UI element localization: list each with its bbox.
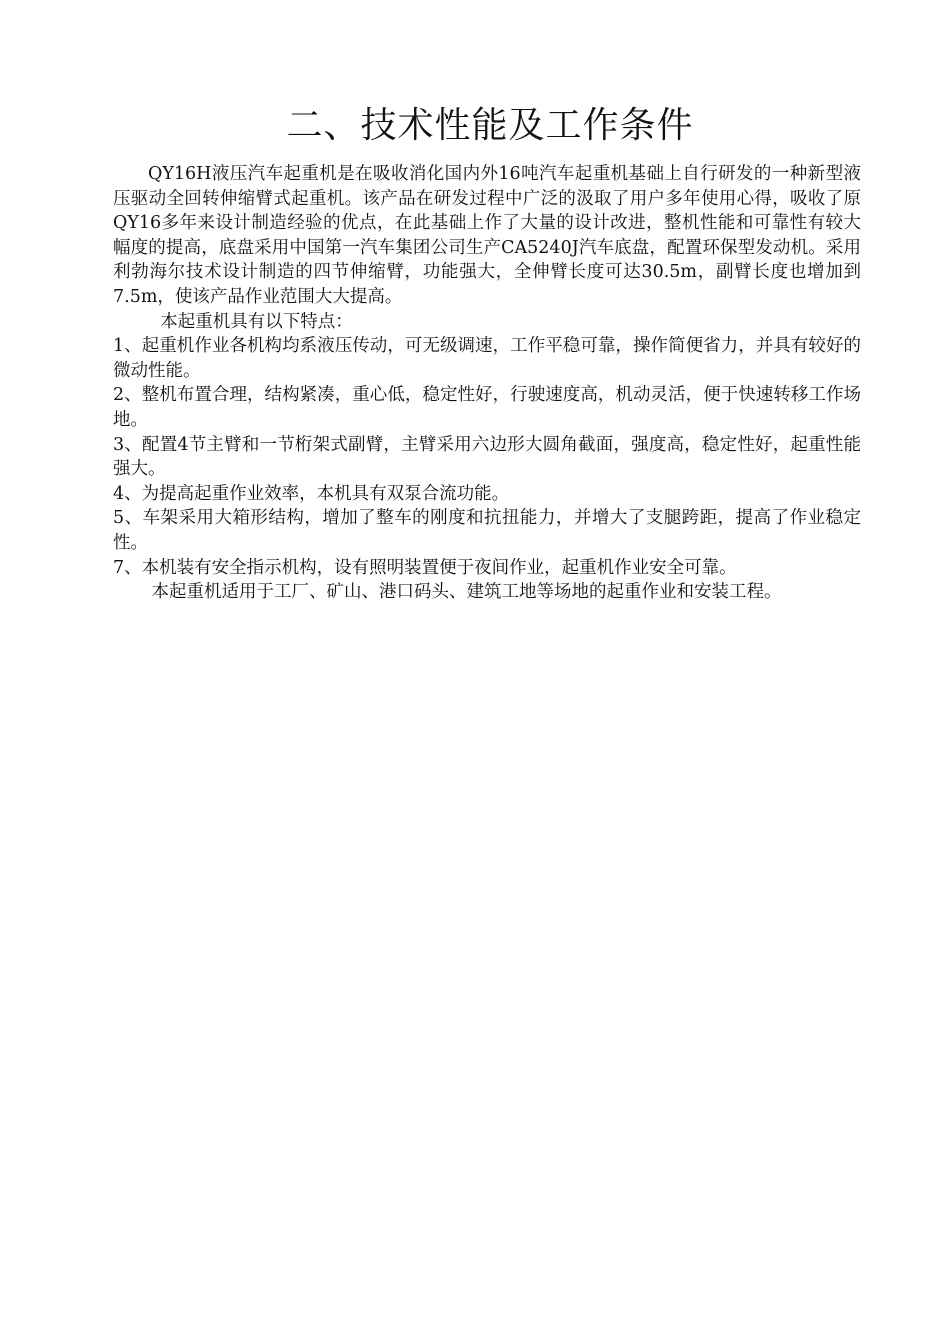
feature-item-1: 1、起重机作业各机构均系液压传动，可无级调速，工作平稳可靠，操作简便省力，并具有较好的微动性能。 <box>113 336 861 381</box>
page-title: 二、技术性能及工作条件 <box>286 105 694 146</box>
document-body <box>113 162 861 605</box>
feature-item-5: 5、车架采用大箱形结构，增加了整车的刚度和抗扭能力，并增大了支腿跨距，提高了作业稳定性。 <box>113 508 861 553</box>
feature-item-4: 4、为提高起重作业效率，本机具有双泵合流功能。 <box>113 483 510 504</box>
feature-item-3: 3、配置4节主臂和一节桁架式副臂，主臂采用六边形大圆角截面，强度高，稳定性好，起重性能强大。 <box>113 434 861 480</box>
feature-item-2: 2、整机布置合理，结构紧凑，重心低，稳定性好，行驶速度高，机动灵活，便于快速转移工作场地。 <box>113 385 861 430</box>
closing-paragraph: 本起重机适用于工厂、矿山、港口码头、建筑工地等场地的起重作业和安装工程。 <box>151 582 782 603</box>
features-heading: 本起重机具有以下特点： <box>160 311 353 332</box>
feature-item-7: 7、本机装有安全指示机构，设有照明装置便于夜间作业，起重机作业安全可靠。 <box>113 557 737 578</box>
intro-paragraph: QY16H液压汽车起重机是在吸收消化国内外16吨汽车起重机基础上自行研发的一种新型液压驱动全回转伸缩臂式起重机。该产品在研发过程中广泛的汲取了用户多年使用心得，吸收了原QY16多年来设计制造经验的优点，在此基础上作了大量的设计改进，整机性能和可靠性有较大幅度的提高，底盘采用中国第一汽车集团公司生产CA5240J汽车底盘，配置环保型发动机。采用利勃海尔技术设计制造的四节伸缩臂，功能强大，全伸臂长度可达30.5m，副臂长度也增加到7.5m，使该产品作业范围大大提高。 <box>113 164 861 307</box>
